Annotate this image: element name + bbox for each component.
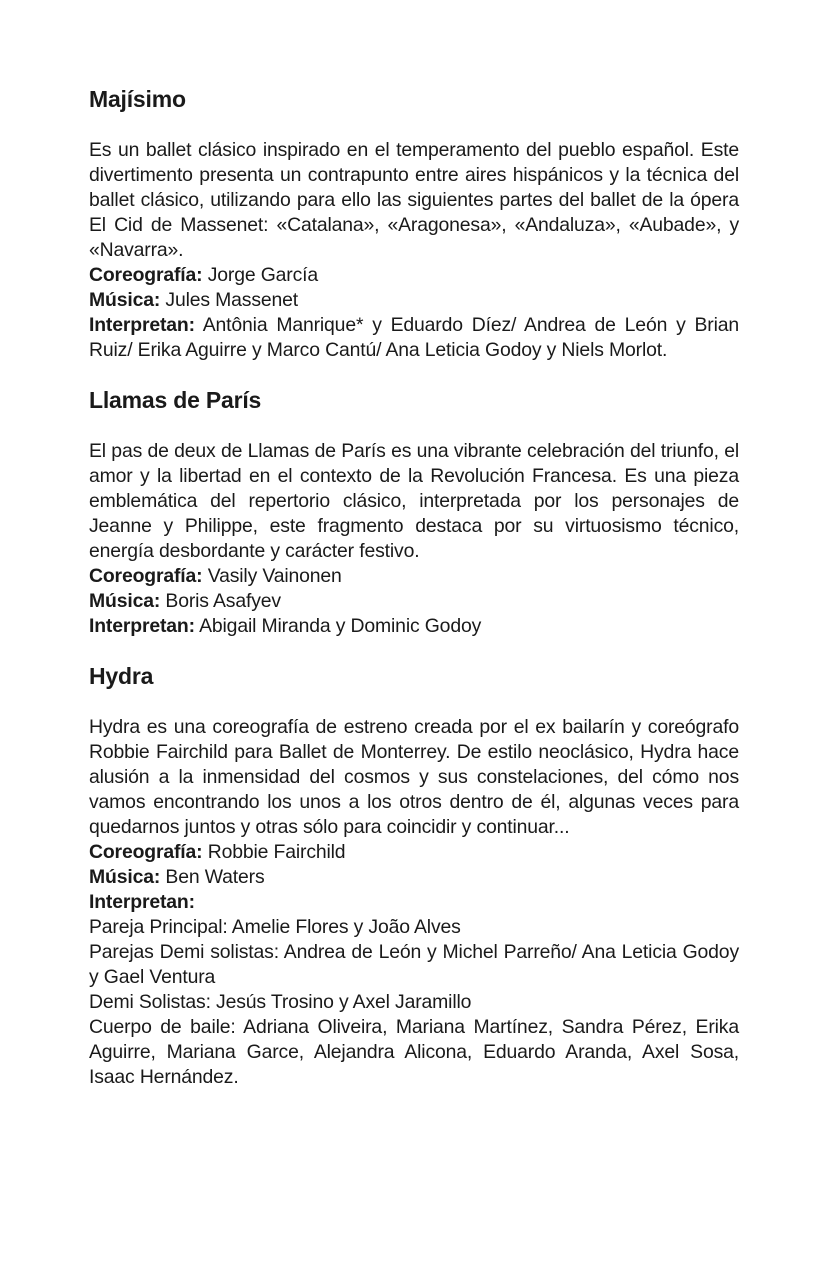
cast-item-principal-pair: Pareja Principal: Amelie Flores y João Alves <box>89 916 461 938</box>
cast-item-demi-soloists: Demi Solistas: Jesús Trosino y Axel Jaramillo <box>89 991 472 1013</box>
choreography-credit <box>89 564 739 589</box>
choreography-credit <box>89 263 739 288</box>
performers-label: Interpretan: <box>89 314 195 336</box>
music-label: Música: <box>89 590 161 612</box>
music-credit <box>89 288 739 313</box>
performers-label: Interpretan: <box>89 615 195 637</box>
section-title: Majísimo <box>89 86 186 112</box>
music-credit <box>89 589 739 614</box>
choreography-value: Jorge García <box>207 264 319 286</box>
music-value: Ben Waters <box>165 866 265 888</box>
music-credit <box>89 865 739 890</box>
section-description: El pas de deux de Llamas de París es una vibrante celebración del triunfo, el amor y la libertad en el contexto de la Revolución Francesa. Es una pieza emblemática del repertorio clásico, interpretada por los personajes de Jeanne y Philippe, este fragmento destaca por su virtuosismo técnico, energía desbordante y carácter festivo. <box>89 440 739 562</box>
section-llamas-de-paris <box>89 385 739 639</box>
cast-item-corps-de-ballet: Cuerpo de baile: Adriana Oliveira, Mariana Martínez, Sandra Pérez, Erika Aguirre, Mariana Garce, Alejandra Alicona, Eduardo Aranda, Axel Sosa, Isaac Hernández. <box>89 1016 739 1088</box>
performers-credit <box>89 614 739 639</box>
music-value: Boris Asafyev <box>165 590 281 612</box>
music-label: Música: <box>89 866 161 888</box>
choreography-value: Vasily Vainonen <box>207 565 342 587</box>
performers-credit <box>89 313 739 363</box>
program-page <box>89 84 739 1112</box>
music-value: Jules Massenet <box>165 289 299 311</box>
section-description: Hydra es una coreografía de estreno creada por el ex bailarín y coreógrafo Robbie Fairchild para Ballet de Monterrey. De estilo neoclásico, Hydra hace alusión a la inmensidad del cosmos y sus constelaciones, del cómo nos vamos encontrando los unos a los otros dentro de él, algunas veces para quedarnos juntos y otras sólo para coincidir y continuar... <box>89 716 739 838</box>
performers-credit <box>89 890 739 915</box>
section-title: Hydra <box>89 663 154 689</box>
section-majisimo <box>89 84 739 363</box>
music-label: Música: <box>89 289 161 311</box>
choreography-value: Robbie Fairchild <box>207 841 346 863</box>
choreography-label: Coreografía: <box>89 565 203 587</box>
performers-value: Abigail Miranda y Dominic Godoy <box>199 615 482 637</box>
section-hydra <box>89 661 739 1090</box>
cast-item-demi-soloist-pairs: Parejas Demi solistas: Andrea de León y Michel Parreño/ Ana Leticia Godoy y Gael Ventura <box>89 941 739 988</box>
section-description: Es un ballet clásico inspirado en el temperamento del pueblo español. Este divertimento presenta un contrapunto entre aires hispánicos y la técnica del ballet clásico, utilizando para ello las siguientes partes del ballet de la ópera El Cid de Massenet: «Catalana», «Aragonesa», «Andaluza», «Aubade», y «Navarra». <box>89 139 739 261</box>
section-title: Llamas de París <box>89 387 262 413</box>
choreography-label: Coreografía: <box>89 264 203 286</box>
performers-value: Antônia Manrique* y Eduardo Díez/ Andrea de León y Brian Ruiz/ Erika Aguirre y Marco Cantú/ Ana Leticia Godoy y Niels Morlot. <box>89 314 739 361</box>
choreography-label: Coreografía: <box>89 841 203 863</box>
choreography-credit <box>89 840 739 865</box>
performers-label: Interpretan: <box>89 891 195 913</box>
